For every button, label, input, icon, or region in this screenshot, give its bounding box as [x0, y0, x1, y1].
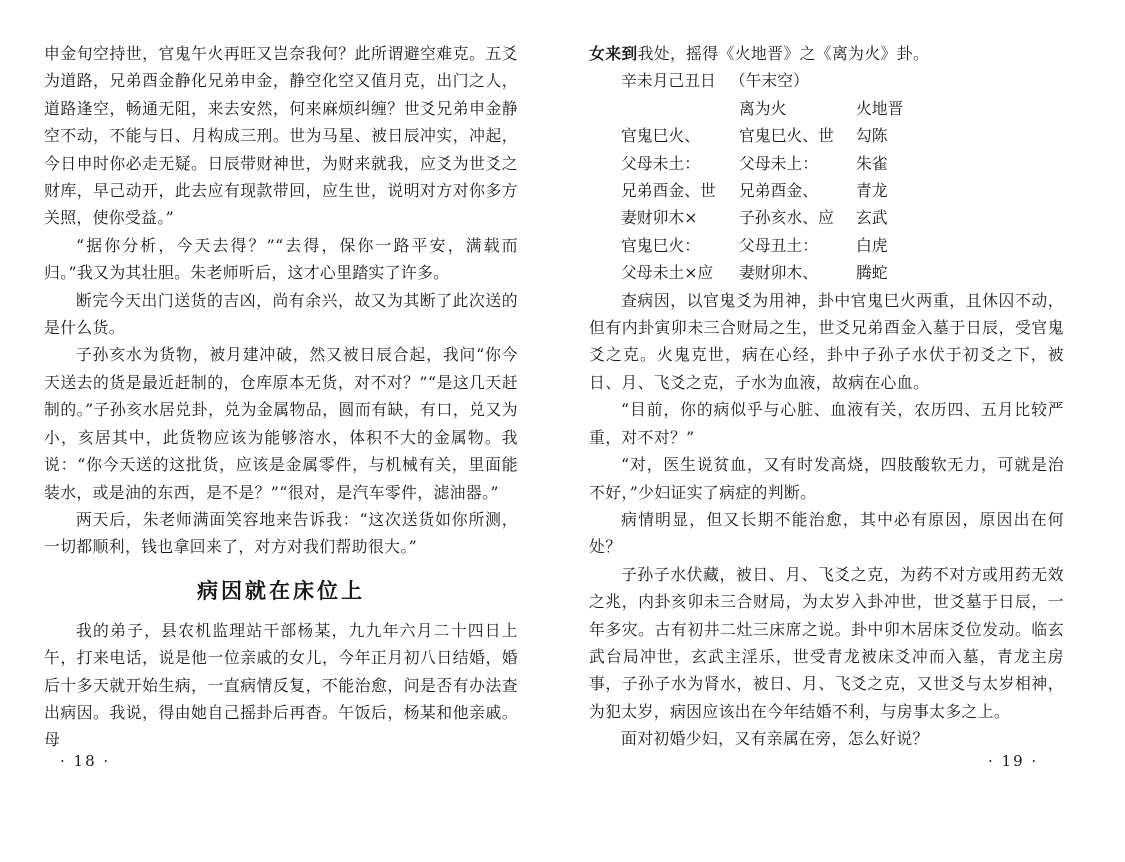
right-page [589, 40, 1064, 753]
hex-header-cell [621, 95, 739, 122]
hex-row [621, 122, 956, 149]
hex-row [621, 177, 956, 204]
intro-line [589, 40, 1064, 67]
hex-cell: 父母未上： [739, 153, 818, 173]
paragraph: “目前，你的病似乎与心脏、血液有关，农历四、五月比较严重，对不对？” [589, 400, 1064, 447]
hex-cell: 玄武 [856, 208, 888, 228]
hexagram-table [621, 95, 956, 287]
paragraph: 面对初婚少妇，又有亲属在旁，怎么好说？ [621, 729, 929, 749]
left-page [44, 40, 518, 754]
paragraph: 病情明显，但又长期不能治愈，其中必有原因，原因出在何处？ [589, 509, 1064, 557]
hex-cell: 勾陈 [856, 126, 888, 146]
page-number-left: · 18 · [60, 752, 111, 770]
hex-row [621, 259, 956, 286]
intro-rest: 我处，摇得《火地晋》之《离为火》卦。 [637, 44, 930, 63]
hex-cell: 朱雀 [856, 153, 888, 173]
hex-cell: 妻财卯木、 [739, 263, 818, 283]
paragraph: 申金旬空持世，官鬼午火再旺又岂奈我何？此所谓避空难克。五爻为道路，兄弟酉金静化兄弟申金，静空化空又值月克，出门之人，道路逢空，畅通无阻，来去安然，何来麻烦纠缠？世爻兄弟申金静空不动，不能与日、月构成三刑。世为马星、被日辰冲实，冲起，今日申时你必走无疑。日辰带财神世，为财来就我，应爻为世爻之财库，早己动开，此去应有现款带回，应生世，说明对方对你多方关照，使你受益。” [44, 44, 518, 228]
hex-cell: 父母丑土： [739, 235, 818, 255]
hex-cell: 兄弟酉金、世 [621, 181, 716, 201]
hex-cell: 白虎 [856, 235, 888, 255]
paragraph: 子孙亥水为货物，被月建冲破，然又被日辰合起，我问“你今天送去的货是最近赶制的，仓库原本无货，对不对？”“是这几天赶制的。”子孙亥水居兑卦，兑为金属物品，圆而有缺，有口，兑又为小，亥居其中，此货物应该为能够溶水，体积不大的金属物。我说：“你今天送的这批货，应该是金属零件，与机械有关，里面能装水，或是油的东西，是不是？”“很对，是汽车零件，滤油器。” [44, 345, 518, 502]
paragraph: 断完今天出门送货的吉凶，尚有余兴，故又为其断了此次送的是什么货。 [44, 290, 518, 338]
hex-header-cell: 火地晋 [856, 98, 904, 118]
paragraph: 两天后，朱老师满面笑容地来告诉我：“这次送货如你所测，一切都顺利，钱也拿回来了，对方对我们帮助很大。” [44, 509, 518, 557]
hex-row [621, 232, 956, 259]
paragraph: 子孙子水伏藏，被日、月、飞爻之克，为药不对方或用药无效之兆，内卦亥卯未三合财局，为太岁入卦冲世，世爻墓于日辰，一年多灾。古有初井二灶三床席之说。卦中卯木居床爻位发动。临玄武台局冲世，玄武主淫乐，世受青龙被床爻冲而入墓，青龙主房事，子孙子水为肾水，被日、月、飞爻之克，又世爻与太岁相神，为犯太岁，病因应该出在今年结婚不利，与房事太多之上。 [589, 564, 1064, 721]
date-text: 辛未月己丑日 [621, 71, 716, 91]
hex-row [621, 150, 956, 177]
paragraph: 我的弟子，县农机监理站干部杨某，九九年六月二十四日上午，打来电话，说是他一位亲戚的女儿，今年正月初八日结婚，婚后十多天就开始生病，一直病情反复，不能治愈，问是否有办法查出病因。我说，得由她自己摇卦后再杳。午饭后，杨某和他亲戚。母 [44, 620, 518, 750]
hex-header-cell: 离为火 [739, 98, 787, 118]
section-title: 病因就在床位上 [197, 578, 365, 603]
hex-cell: 兄弟酉金、 [739, 181, 818, 201]
paragraph: “据你分析，今天去得？”“去得，保你一路平安，满载而归。”我又为其壮胆。朱老师听后，这才心里踏实了许多。 [44, 235, 518, 283]
hex-cell: 父母未土： [621, 153, 700, 173]
hex-header-row [621, 95, 956, 122]
hex-cell: 青龙 [856, 181, 888, 201]
intro-bold: 女来到 [589, 44, 638, 63]
hex-cell: 官鬼巳火： [621, 235, 700, 255]
hex-row [621, 204, 956, 231]
hex-cell: 子孙亥水、应 [739, 208, 834, 228]
hex-cell: 妻财卯木× [621, 208, 698, 228]
date-line [621, 67, 1064, 94]
paragraph: “对，医生说贫血，又有时发高烧，四肢酸软无力，可就是治不好，”少妇证实了病症的判断。 [589, 455, 1064, 502]
page-number-right: · 19 · [988, 752, 1039, 770]
hex-cell: 官鬼巳火、世 [739, 126, 834, 146]
paragraph: 查病因，以官鬼爻为用神，卦中官鬼巳火两重，且休囚不动，但有内卦寅卯未三合财局之生，世爻兄弟酉金入墓于日辰，受官鬼爻之克。火鬼克世，病在心经，卦中子孙子水伏于初爻之下，被日、月、飞爻之克，子水为血液，故病在心血。 [589, 290, 1064, 392]
kong-note: （午末空） [729, 71, 809, 91]
hex-cell: 官鬼巳火、 [621, 126, 700, 146]
hex-cell: 父母未土×应 [621, 263, 714, 283]
hex-cell: 腾蛇 [856, 263, 888, 283]
